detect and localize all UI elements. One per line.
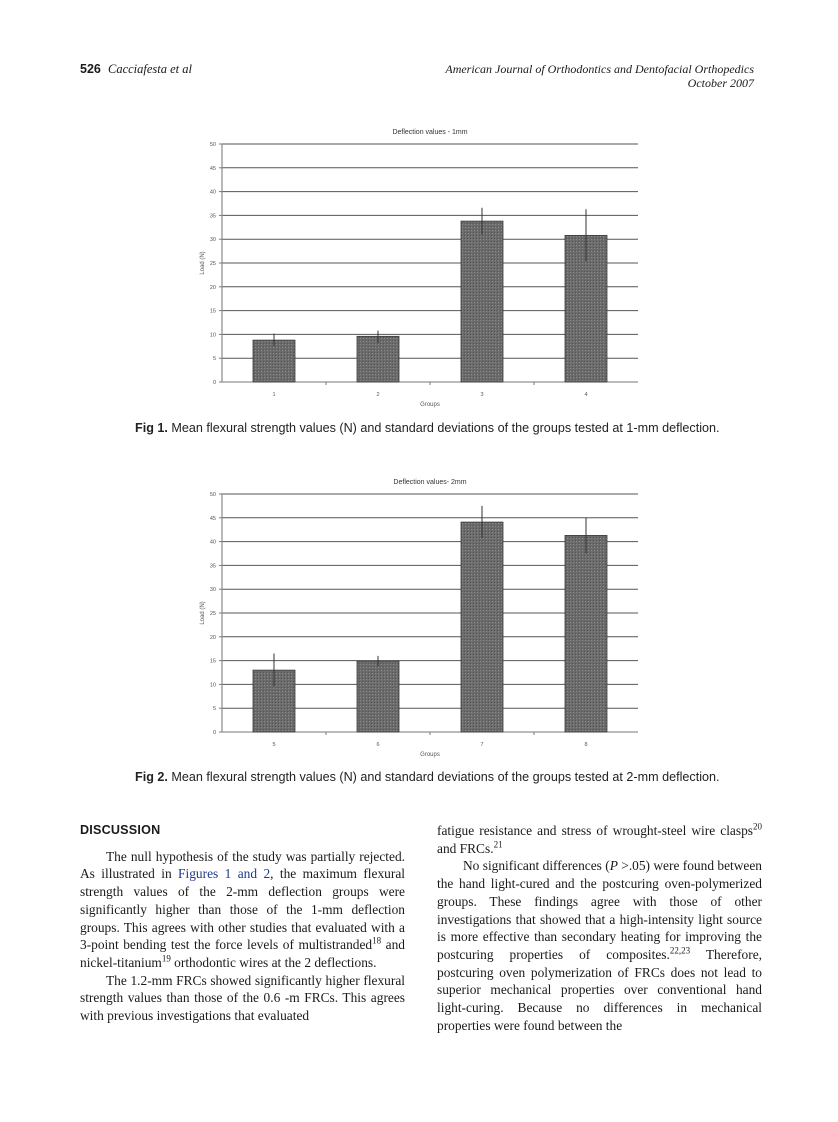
y-axis-label: Load (N) — [200, 601, 206, 625]
text-run: No significant differences ( — [463, 858, 610, 874]
discussion-column-left — [80, 822, 405, 1025]
y-tick-label: 50 — [209, 492, 216, 498]
y-tick-label: 50 — [209, 142, 216, 148]
text-run: , the maximum flexural strength values of the 2-mm deflection groups were significantly higher than those of the 1-mm deflection groups. This agrees with other studies that evaluated with a 3-point bending test the force levels of multistranded — [80, 866, 405, 953]
running-header-left — [80, 62, 192, 77]
x-tick-label: 2 — [376, 392, 380, 398]
y-axis-label: Load (N) — [200, 251, 206, 275]
y-tick-label: 45 — [209, 165, 216, 172]
chart-title: Deflection values- 2mm — [393, 479, 467, 486]
x-tick-label: 6 — [376, 742, 380, 748]
citation-ref: 21 — [493, 839, 503, 850]
y-tick-label: 20 — [209, 634, 216, 641]
page-number: 526 — [80, 62, 101, 76]
x-tick-label: 5 — [272, 742, 276, 748]
y-tick-label: 5 — [212, 356, 216, 363]
y-tick-label: 15 — [209, 658, 216, 665]
citation-ref: 18 — [372, 935, 382, 946]
x-tick-label: 4 — [584, 392, 588, 398]
y-tick-label: 40 — [209, 539, 216, 546]
figure-reference-link[interactable]: Figures 1 and 2 — [178, 866, 271, 882]
y-tick-label: 30 — [209, 237, 216, 244]
y-tick-label: 10 — [209, 332, 216, 339]
text-run: and FRCs. — [437, 840, 494, 856]
running-authors: Cacciafesta et al — [107, 62, 192, 76]
text-run: The null hypothesis of the study was partially rejected. As illustrated in — [80, 848, 405, 882]
bar-group-6 — [357, 661, 399, 732]
text-run: fatigue resistance and stress of wrought-steel wire clasps — [437, 823, 753, 838]
citation-ref: 22,23 — [669, 945, 691, 956]
text-run: Therefore, postcuring oven polymerization of FRCs does not lead to superior mechanical properties over conventional hand light-curing. Because no differences in mechanical properties were found between the — [437, 946, 763, 1033]
discussion-paragraph-2: The 1.2-mm FRCs showed significantly higher flexural strength values than those of the 0.6 -m FRCs. This agrees with previous investigations that evaluated — [80, 972, 405, 1024]
section-heading: DISCUSSION — [80, 823, 161, 837]
y-tick-label: 20 — [209, 284, 216, 291]
x-tick-label: 7 — [480, 742, 484, 748]
figure-1-caption-text: Mean flexural strength values (N) and standard deviations of the groups tested at 1-mm deflection. — [171, 421, 720, 435]
p-value-symbol: P — [609, 858, 618, 874]
y-tick-label: 0 — [212, 730, 216, 736]
x-tick-label: 1 — [272, 392, 276, 398]
text-run: >.05) were found between the hand light-cured and the postcuring oven-polymerized groups. These findings agree with those of other investigations that showed that a high-intensity light source is more effective than secondary heating for improving the postcuring properties of composites. — [437, 858, 762, 962]
figure-2-label: Fig 2. — [135, 770, 168, 784]
running-header-right — [445, 62, 754, 90]
figure-1-label: Fig 1. — [135, 421, 168, 435]
bar-chart-2mm — [180, 472, 660, 762]
figure-2-chart — [180, 472, 660, 762]
y-tick-label: 10 — [209, 682, 216, 689]
y-tick-label: 45 — [209, 515, 216, 522]
bar-chart-1mm — [180, 122, 660, 412]
figure-1-chart — [180, 122, 660, 412]
bar-group-7 — [461, 522, 503, 732]
text-run: and nickel-titanium — [80, 937, 406, 970]
discussion-paragraph-4 — [437, 857, 762, 1034]
bar-group-3 — [461, 221, 503, 382]
y-tick-label: 35 — [209, 213, 216, 220]
y-tick-label: 25 — [209, 611, 216, 617]
y-tick-label: 0 — [212, 380, 216, 386]
citation-ref: 19 — [161, 953, 171, 964]
y-tick-label: 25 — [209, 261, 216, 267]
chart-title: Deflection values - 1mm — [392, 129, 468, 136]
bar-group-8 — [565, 535, 607, 732]
y-tick-label: 35 — [209, 563, 216, 570]
figure-2-caption-text: Mean flexural strength values (N) and standard deviations of the groups tested at 2-mm deflection. — [171, 770, 720, 784]
figure-2-caption — [135, 770, 735, 785]
citation-ref: 20 — [753, 821, 762, 832]
issue-date: October 2007 — [687, 76, 754, 90]
discussion-paragraph-3 — [437, 822, 762, 857]
y-tick-label: 15 — [209, 308, 216, 315]
bar-group-1 — [253, 340, 295, 382]
y-tick-label: 5 — [212, 706, 216, 713]
x-axis-label: Groups — [420, 402, 440, 408]
y-tick-label: 40 — [209, 189, 216, 196]
text-run: orthodontic wires at the 2 deflections. — [170, 954, 377, 970]
x-tick-label: 3 — [480, 392, 484, 398]
y-tick-label: 30 — [209, 587, 216, 594]
discussion-paragraph-1 — [80, 848, 405, 972]
discussion-column-right — [437, 822, 762, 1034]
figure-1-caption — [135, 421, 735, 436]
bar-group-2 — [357, 336, 399, 382]
journal-title: American Journal of Orthodontics and Dentofacial Orthopedics — [445, 62, 754, 76]
x-axis-label: Groups — [420, 752, 440, 758]
x-tick-label: 8 — [584, 742, 588, 748]
